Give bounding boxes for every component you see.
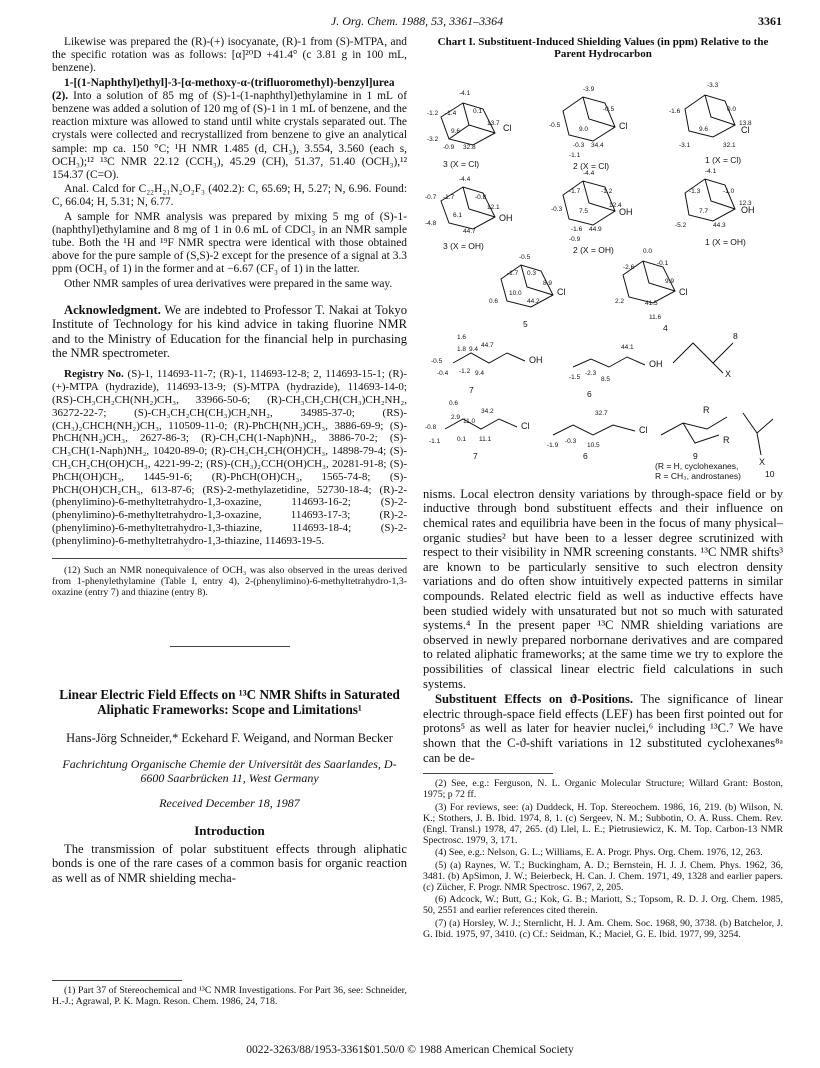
compound-label: 5 (523, 318, 528, 329)
article-title: Linear Electric Field Effects on ¹³C NMR Shifts in Saturated Aliphatic Frameworks: Scope and Limitations¹ (59, 687, 400, 718)
intro-text: The transmission of polar substituent effects through aliphatic bonds is one of the rare cases of a common basis for organic reaction as well as of NMR shielding mecha- (52, 841, 407, 885)
footnote-2: (2) See, e.g.: Ferguson, N. L. Organic Molecular Structure; Willard Grant: Boston, 1975; p 72 ff. (423, 778, 783, 801)
adamantane-10 (743, 413, 773, 455)
compound-label: 2 (X = Cl) (573, 160, 610, 171)
shift-value: 9.9 (665, 277, 675, 285)
urea-prep-text: Into a solution of 85 mg of (S)-1-(1-naphthyl)ethylamine in 1 mL of benzene was added a solution of 120 mg of (S)-1 in 1 mL of benzene, and the reaction mixture was allowed to stand until white crystals separated out. The crystals were collected and recrystallized from benzene to give an analytical sample: mp ca. 150 °C; ¹H NMR 1.485 (d, CH₃), 3.554, 3.560 (each s, OCH₃);¹² ¹³C NMR 22.12 (CCH₃), 45.29 (CH), 51.37, 51.40 (OCH₃),¹² 154.37 (C=O). (52, 89, 407, 182)
compound-label: 6 (583, 450, 588, 461)
shift-value: 9.6 (451, 127, 461, 135)
footnote-12: (12) Such an NMR nonequivalence of OCH₃ was also observed in the ureas derived from 1-phenylethylamine (Table I, entry 4), 2-(phenylimino)-6-methyltetrahydro-1,3-oxazine (entry 7) and thiazine (entry 8). (52, 564, 407, 599)
paragraph-analysis: Anal. Calcd for C₂₂H₂₁N₂O₂F₃ (402.2): C, 65.69; H, 5.27; N, 6.96. Found: C, 66.04; H, 5.31; N, 6.77. (52, 183, 407, 209)
shift-value: -0.7 (425, 193, 437, 201)
shift-value: 7.7 (699, 207, 709, 215)
compound-note: (R = H, cyclohexanes, (655, 460, 739, 471)
shift-value: 13.8 (739, 119, 752, 127)
registry-numbers (52, 368, 407, 547)
compound-label: 3 (X = OH) (443, 240, 484, 251)
footnote-4: (4) See, e.g.: Nelson, G. L.; Williams, E. A. Progr. Phys. Org. Chem. 1976, 12, 263. (435, 847, 763, 859)
shift-value: 6.1 (453, 211, 463, 219)
shift-value: -5.2 (675, 221, 687, 229)
shift-value: -2.3 (585, 369, 597, 377)
shift-value: 32.7 (595, 409, 608, 417)
shift-value: 9.4 (475, 369, 485, 377)
cyclohexane-9 (661, 417, 727, 443)
compound-label: 1 (X = OH) (705, 236, 746, 247)
shift-value: 9.6 (699, 125, 709, 133)
shift-value: -1.7 (569, 187, 581, 195)
shift-value: -0.3 (551, 205, 563, 213)
chain-6a (573, 357, 645, 367)
shift-value: 34.4 (591, 141, 604, 149)
page-footer: 0022-3263/88/1953-3361$01.50/0 © 1988 American Chemical Society (246, 1044, 574, 1056)
substituent-label: X (759, 456, 766, 467)
shift-value: -1.7 (443, 193, 455, 201)
substituent-label: OH (499, 212, 513, 223)
shift-value: 44.3 (713, 221, 726, 229)
substituent-label: X (725, 368, 732, 379)
registry-text: (S)-1, 114693-11-7; (R)-1, 114693-12-8; 2, 114693-15-1; (R)-(+)-MTPA (hydrazide), 114693-13-9; (S)-MTPA (hydrazide), 114693-14-0; (RS)-CH₃CH₂CH(NH₂)CH₃, 33966-50-6; (R)-CH₃CH₂CH(CH₃)CH₂NH₂, 36272-22-7; (S)-CH₃CH₂CH(CH₃)CH₂NH₂, 34985-37-0; (RS)-(CH₃)₂CHCH(NH₂)CH₃, 110509-11-0; (R)-PhCH(NH₂)CH₃, 3886-69-9; (S)-PhCH(NH₂)CH₃, 2627-86-3; (R)-CH₃CH(1-Naph)NH₂, 3886-70-2; (S)-CH₃CH(1-Naph)NH₂, 10420-89-0; (R)-CH₃CH₂CH(OH)CH₃, 14898-79-4; (S)-CH₃CH₂CH(OH)CH₃, 4221-99-2; (RS)-(CH₃)₂CCH(OH)CH₃, 20281-91-8; (S)-PhCH(OH)CH₃, 1445-91-6; (R)-PhCH(OH)CH₃, 1565-74-8; (S)-PhCH(OH)CH₂CH₃, 613-87-6; (RS)-2-methylazetidine, 52730-18-4; (R)-2-(phenylimino)-6-methyltetrahydro-1,3-oxazine, 114693-16-2; (S)-2-(phenylimino)-6-methyltetrahydro-1,3-oxazine, 114693-17-3; (R)-2-(phenylimino)-6-methyltetrahydro-1,3-thiazine, 114693-18-4; (S)-2-(phenylimino)-6-methyltetrahydro-1,3-thiazine, 114693-19-5. (52, 368, 407, 547)
footnote-7: (7) (a) Horsley, W. J.; Sternlicht, H. J. Am. Chem. Soc. 1968, 90, 3738. (b) Batchelor, J. G. Ibid. 1975, 97, 3410. (c) Cf.: Seidman, K.; Maciel, G. E. Ibid. 1977, 99, 3254. (423, 917, 783, 940)
chart-title: Chart I. Substituent-Induced Shielding Values (in ppm) Relative to the Parent Hydrocarbon (437, 36, 769, 61)
compound-label: 7 (473, 450, 478, 461)
shift-value: -1.9 (547, 441, 559, 449)
shift-value: -4.1 (459, 89, 471, 97)
shift-value: -0.8 (425, 423, 437, 431)
shift-value: 10.5 (587, 441, 600, 449)
shift-value: -1.6 (669, 107, 681, 115)
shift-value: 11.1 (479, 435, 492, 443)
shift-value: 1.6 (457, 333, 467, 341)
footnote-6: (6) Adcock, W.; Butt, G.; Kok, G. B.; Mariott, S.; Topsom, R. D. J. Org. Chem. 1985, 50, 2551 and earlier references cited therein. (423, 894, 783, 917)
shift-value: -0.5 (431, 357, 443, 365)
substituent-label: OH (529, 354, 543, 365)
shift-value: -0.5 (519, 253, 531, 261)
shift-value: -2.6 (623, 263, 635, 271)
footnote-1: (1) Part 37 of Stereochemical and ¹³C NMR Investigations. For Part 36, see: Schneider, H.-J.; Agrawal, P. K. Magn. Reson. Chem. 1986, 24, 718. (52, 985, 407, 1008)
chain-6b (553, 425, 635, 435)
substituent-label: Cl (679, 286, 688, 297)
shift-value: 7.5 (579, 207, 589, 215)
substituent-label: Cl (503, 122, 512, 133)
shift-value: -0.8 (475, 193, 487, 201)
shift-value: 44.1 (621, 343, 634, 351)
article-affiliation: Fachrichtung Organische Chemie der Universität des Saarlandes, D-6600 Saarbrücken 11, West Germany (62, 757, 397, 786)
shift-value: -0.5 (603, 105, 615, 113)
substituent-label: Cl (619, 120, 628, 131)
chain-7a (453, 353, 525, 363)
shift-value: -3.1 (679, 141, 691, 149)
substituent-label: OH (649, 358, 663, 369)
compound-note: R = CH₃, androstanes) (655, 470, 741, 481)
shift-value: -0.3 (573, 141, 585, 149)
shift-value: 0.3 (527, 269, 537, 277)
shift-value: 32.1 (723, 141, 736, 149)
shift-value: 11.6 (649, 313, 662, 321)
shift-value: 12.3 (739, 199, 752, 207)
shift-value: -0.1 (657, 259, 669, 267)
compound-label: 2 (X = OH) (573, 244, 614, 255)
shift-value: -1.6 (571, 225, 583, 233)
shift-value: -0.4 (437, 369, 449, 377)
shift-value: -4.1 (705, 167, 717, 175)
shift-value: 9.0 (579, 125, 589, 133)
article-separator (170, 646, 290, 647)
shift-value: 11.0 (463, 417, 476, 425)
shift-value: -0.9 (569, 235, 581, 243)
shift-value: 34.2 (481, 407, 494, 415)
footnote-rule (52, 980, 182, 981)
shift-value: 2.2 (615, 297, 625, 305)
compound-label: 8 (733, 330, 738, 341)
compound-label: 7 (469, 384, 474, 395)
right-paragraph-2 (423, 692, 783, 765)
ack-text: We are indebted to Professor T. Nakai at Tokyo Institute of Technology for his kind advice in taking fluorine NMR and to the Ministry of Education for the financial help in purchasing the NMR spectrometer. (52, 302, 407, 361)
compound-label: 9 (693, 450, 698, 461)
left-column (52, 36, 407, 886)
compound-label: 1 (X = Cl) (705, 154, 742, 165)
right-paragraph-1: nisms. Local electron density variations by through-space field or by inductive through bond substituent effects and their influence on chemical rates and equilibria have been in the focus of many physical–organic studies² but have been to a lesser degree scrutinized with respect to their visibility in NMR screening constants. ¹³C NMR shifts³ are known to be particularly sensitive to such electron density variations and do often show intuitively expected patterns in similar compounds. Related electric field as well as inductive effects have been studied widely with unsaturated but not so much with saturated systems.⁴ In the present paper ¹³C NMR shielding variations are observed in newly prepared norbornane derivatives and are compared to related aliphatic frameworks; at the same time we try to explore the possibilities of classical linear electric field calculations in such systems. (423, 486, 783, 691)
section-heading: Substituent Effects on ϑ-Positions. (435, 692, 634, 707)
compound-label: 4 (663, 322, 668, 333)
substituent-label: R (723, 434, 730, 445)
shift-value: -0.3 (565, 437, 577, 445)
chart-structures (423, 63, 783, 483)
paragraph-urea-prep (52, 77, 407, 183)
intro-heading: Introduction (194, 823, 265, 839)
norbornane-6 (685, 179, 735, 221)
right-column (423, 36, 783, 941)
shift-value: 0.0 (727, 105, 737, 113)
shift-value: -1.5 (569, 373, 581, 381)
shift-value: 12.1 (487, 203, 500, 211)
left-footnote-area (52, 980, 407, 1008)
shift-value: -1.4 (445, 109, 457, 117)
shift-value: 12.4 (609, 201, 622, 209)
substituent-label: Cl (741, 124, 750, 135)
ack-heading: Acknowledgment. (64, 302, 161, 317)
shift-value: 41.5 (645, 299, 658, 307)
article-authors: Hans-Jörg Schneider,* Eckehard F. Weigand, and Norman Becker (66, 731, 393, 746)
paragraph-isocyanate: Likewise was prepared the (R)-(+) isocyanate, (R)-1 from (S)-MTPA, and the specific rotation was as follows: [α]²⁰D +41.4° (c 3.81 g in 100 mL, benzene). (52, 36, 407, 75)
compound-label: 3 (X = Cl) (443, 158, 480, 169)
shift-value: -0.9 (443, 143, 455, 151)
shift-value: -4.4 (459, 175, 471, 183)
acknowledgment (52, 303, 407, 361)
substituent-label: R (703, 404, 710, 415)
page-number: 3361 (758, 14, 782, 28)
shift-value: -1.2 (427, 109, 439, 117)
compound-label: 10 (765, 468, 775, 479)
shift-value: 10.0 (509, 289, 522, 297)
shift-value: -1.2 (601, 187, 613, 195)
substituent-label: Cl (639, 424, 648, 435)
substituent-label: OH (619, 206, 633, 217)
shift-value: -3.9 (583, 85, 595, 93)
received-date: Received December 18, 1987 (159, 796, 300, 811)
shift-value: -1.2 (459, 367, 471, 375)
shift-value: 44.2 (527, 297, 540, 305)
shift-value: -3.2 (427, 135, 439, 143)
paragraph-nmr-sample: A sample for NMR analysis was prepared by mixing 5 mg of (S)-1-(naphthyl)ethylamine and 8 mg of 1 in 0.6 mL of CDCl₃ in an NMR sample tube. Both the ¹H and ¹⁹F NMR spectra were identical with those obtained above for the pure sample of (S,S)-2 except for the presence of a signal at 3.3 ppm (OCH₃ of 1) in the former and at −6.67 (CF₃ of 1) in the latter. (52, 210, 407, 276)
footnote-divider (52, 558, 407, 559)
footnote-3: (3) For reviews, see: (a) Duddeck, H. Top. Stereochem. 1986, 16, 219. (b) Wilson, N. K.; Stothers, J. B. Ibid. 1974, 8, 1. (c) Sergeev, N. M.; Subbotin, O. A. Russ. Chem. Rev. (Engl. Transl.) 1978, 47, 265. (d) Llel, L. E.; Pietrusiewicz, K. M. Top. Carbon-13 NMR Spectrosc. 1979, 3, 171. (423, 801, 783, 847)
footnote-rule (423, 773, 553, 774)
shift-value: 13.7 (487, 119, 500, 127)
substituent-label: Cl (521, 420, 530, 431)
compound-label: 6 (587, 388, 592, 399)
footnote-5: (5) (a) Raynes, W. T.; Buckingham, A. D.; Bernstein, H. J. J. Chem. Phys. 1962, 36, 3481. (b) ApSimon, J. W.; Beierbeck, H. Can. J. Chem. 1971, 49, 1328 and earlier papers. (c) Zücher, F. Progr. NMR Spectrosc. 1967, 2, 205. (423, 859, 783, 893)
shift-value: 8.5 (601, 375, 611, 383)
running-header (52, 14, 782, 30)
compound-heading: 1-[(1-Naphthyl)ethyl]-3-[α-methoxy-α-(trifluoromethyl)-benzyl]urea (2). (52, 76, 395, 102)
shift-value: -1.0 (723, 187, 735, 195)
shift-value: -1.3 (689, 187, 701, 195)
shift-value: 44.9 (589, 225, 602, 233)
shift-value: 2.9 (451, 413, 461, 421)
shift-value: 0.6 (449, 399, 459, 407)
shift-value: -0.5 (549, 121, 561, 129)
shift-value: 0.0 (643, 247, 653, 255)
journal-citation: J. Org. Chem. 1988, 53, 3361–3364 (330, 14, 504, 28)
bicyclic-8 (673, 343, 733, 373)
shift-value: 32.8 (463, 143, 476, 151)
shift-value: 44.7 (481, 341, 494, 349)
shift-value: -4.4 (583, 169, 595, 177)
shift-value: 9.4 (469, 345, 479, 353)
shift-value: -1.1 (569, 151, 581, 159)
shift-value: 1.8 (457, 345, 467, 353)
norbornane-3 (685, 95, 735, 137)
shift-value: 44.7 (463, 227, 476, 235)
substituent-label: OH (741, 204, 755, 215)
substituent-label: Cl (557, 286, 566, 297)
shift-value: -1.1 (429, 437, 441, 445)
shift-value: 0.1 (457, 435, 467, 443)
shift-value: 0.6 (489, 297, 499, 305)
paragraph-other-samples: Other NMR samples of urea derivatives were prepared in the same way. (64, 277, 393, 290)
right-footnotes (423, 773, 783, 940)
shift-value: -4.8 (425, 219, 437, 227)
norbornane-2 (563, 97, 615, 141)
shift-value: 8.9 (543, 279, 553, 287)
shift-value: -3.3 (707, 81, 719, 89)
registry-heading: Registry No. (64, 368, 124, 381)
shift-value: -1.7 (507, 269, 519, 277)
shift-value: 0.1 (473, 107, 483, 115)
section-text: The significance of linear electric through-space field effects (LEF) has been first pointed out for protons⁵ as well as later for heavier nuclei,⁶ including ¹³C.⁷ We have shown that the C-ϑ-shift variations in 12 substituted cyclohexanes⁸ᵃ can be de- (423, 692, 783, 765)
